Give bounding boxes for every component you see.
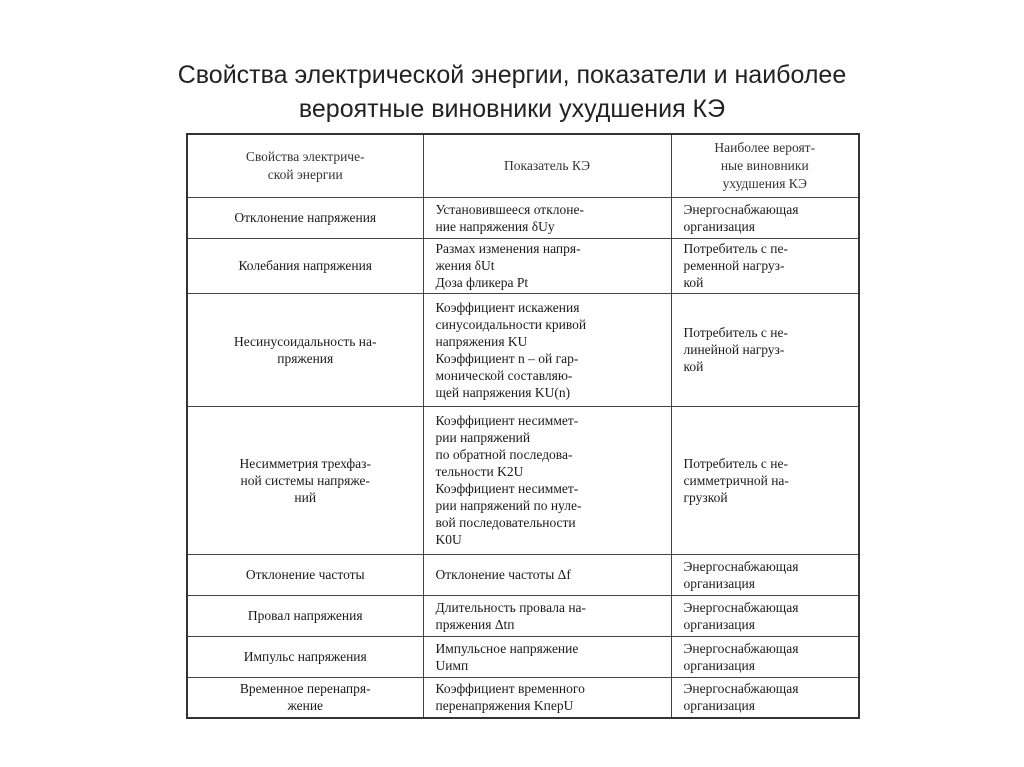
culprit-cell-line: симметричной на- (683, 472, 789, 488)
indicator-cell-line: монической составляю- (435, 367, 573, 383)
property-cell-line: Колебания напряжения (238, 258, 373, 273)
property-cell-line: Отклонение частоты (245, 567, 365, 582)
table-row (187, 554, 859, 595)
indicator-cell-line: Установившееся отклоне- (435, 201, 584, 217)
header-indicator (423, 134, 671, 197)
property-cell-line: Провал напряжения (247, 608, 363, 623)
culprit-cell-line: организация (683, 657, 755, 673)
indicator-cell-line: по обратной последова- (435, 447, 573, 462)
indicator-cell-line: рии напряжений (435, 430, 531, 445)
culprit-cell-line: Энергоснабжающая (683, 599, 799, 615)
culprit-cell-line: кой (683, 359, 704, 374)
indicator-cell-line: тельности K2U (435, 464, 524, 479)
property-cell (187, 197, 423, 238)
table-row (187, 293, 859, 406)
table-row (187, 677, 859, 718)
indicator-cell (423, 554, 671, 595)
property-cell-line: Отклонение напряжения (234, 210, 377, 225)
indicator-cell-line: синусоидальности кривой (435, 316, 587, 332)
indicator-cell-line: Uимп (435, 657, 469, 673)
culprit-cell-line: Энергоснабжающая (683, 201, 799, 217)
property-cell (187, 636, 423, 677)
slide-title (0, 58, 1024, 126)
table-header (187, 134, 859, 197)
culprit-cell-line: организация (683, 698, 755, 714)
culprit-cell-line: Энергоснабжающая (683, 558, 799, 574)
indicator-cell-line: щей напряжения KU(n) (435, 384, 571, 400)
property-cell-line: Импульс напряжения (243, 649, 367, 664)
indicator-cell-line: Коэффициент искажения (435, 299, 580, 315)
property-cell-line: Несимметрия трехфаз- (239, 455, 371, 471)
header-culprit-line: Наиболее вероят- (714, 139, 816, 155)
culprit-cell (671, 595, 859, 636)
property-cell (187, 554, 423, 595)
indicator-cell-line: ние напряжения δUу (435, 218, 555, 234)
header-culprit (671, 134, 859, 197)
property-cell-line: ной системы напряже- (240, 472, 371, 488)
culprit-cell-line: кой (683, 275, 704, 290)
property-cell-line: пряжения (277, 350, 334, 366)
culprit-cell (671, 238, 859, 293)
indicator-cell-line: Коэффициент несиммет- (435, 413, 579, 428)
culprit-cell (671, 293, 859, 406)
culprit-cell-line: линейной нагруз- (683, 342, 785, 357)
property-cell (187, 238, 423, 293)
table-row (187, 636, 859, 677)
indicator-cell-line: Размах изменения напря- (435, 241, 581, 256)
table-row (187, 238, 859, 293)
culprit-cell-line: Потребитель с не- (683, 325, 788, 340)
table-body (187, 197, 859, 718)
table-row (187, 406, 859, 554)
culprit-cell (671, 406, 859, 554)
indicator-cell-line: Отклонение частоты Δf (435, 567, 571, 582)
indicator-cell-line: Импульсное напряжение (435, 640, 579, 656)
property-cell-line: ний (294, 489, 317, 505)
indicator-cell (423, 636, 671, 677)
indicator-cell-line: напряжения KU (435, 333, 528, 349)
power-quality-table (186, 133, 860, 719)
indicator-cell-line: Коэффициент временного (435, 681, 585, 697)
header-indicator-line: Показатель КЭ (503, 157, 591, 173)
indicator-cell-line: рии напряжений по нуле- (435, 498, 582, 513)
header-culprit-line: ные виновники (720, 157, 809, 173)
culprit-cell (671, 636, 859, 677)
culprit-cell-line: Энергоснабжающая (683, 681, 799, 697)
property-cell-line: Несинусоидальность на- (233, 333, 377, 349)
culprit-cell-line: Потребитель с не- (683, 455, 788, 471)
indicator-cell (423, 293, 671, 406)
culprit-cell-line: организация (683, 616, 755, 632)
indicator-cell-line: Доза фликера Pt (435, 275, 529, 290)
culprit-cell-line: Энергоснабжающая (683, 640, 799, 656)
culprit-cell-line: организация (683, 575, 755, 591)
indicator-cell-line: Коэффициент n – ой гар- (435, 350, 579, 366)
property-cell-line: жение (287, 698, 324, 714)
indicator-cell-line: K0U (435, 532, 462, 547)
culprit-cell-line: организация (683, 218, 755, 234)
culprit-cell (671, 197, 859, 238)
indicator-cell (423, 406, 671, 554)
header-property-line: ской энергии (267, 166, 343, 182)
culprit-cell-line: Потребитель с пе- (683, 241, 788, 256)
slide-title-line-1: Свойства электрической энергии, показатели и наиболее (177, 61, 847, 89)
indicator-cell-line: Коэффициент несиммет- (435, 481, 579, 496)
culprit-cell-line: грузкой (683, 489, 728, 505)
header-row (187, 134, 859, 197)
property-cell (187, 677, 423, 718)
indicator-cell-line: жения δUt (435, 258, 495, 273)
slide-title-line-2: вероятные виновники ухудшения КЭ (298, 95, 726, 123)
indicator-cell-line: Длительность провала на- (435, 599, 587, 615)
indicator-cell (423, 677, 671, 718)
culprit-cell (671, 554, 859, 595)
culprit-cell-line: ременной нагруз- (683, 258, 785, 273)
indicator-cell (423, 595, 671, 636)
table-row (187, 595, 859, 636)
table-row (187, 197, 859, 238)
indicator-cell (423, 238, 671, 293)
header-culprit-line: ухудшения КЭ (722, 175, 807, 191)
header-property (187, 134, 423, 197)
property-cell (187, 406, 423, 554)
property-cell (187, 293, 423, 406)
property-cell-line: Временное перенапря- (239, 681, 371, 697)
header-property-line: Свойства электриче- (245, 148, 365, 164)
indicator-cell-line: пряжения Δtп (435, 616, 515, 632)
indicator-cell-line: перенапряжения KперU (435, 698, 574, 714)
indicator-cell (423, 197, 671, 238)
culprit-cell (671, 677, 859, 718)
property-cell (187, 595, 423, 636)
indicator-cell-line: вой последовательности (435, 515, 576, 530)
